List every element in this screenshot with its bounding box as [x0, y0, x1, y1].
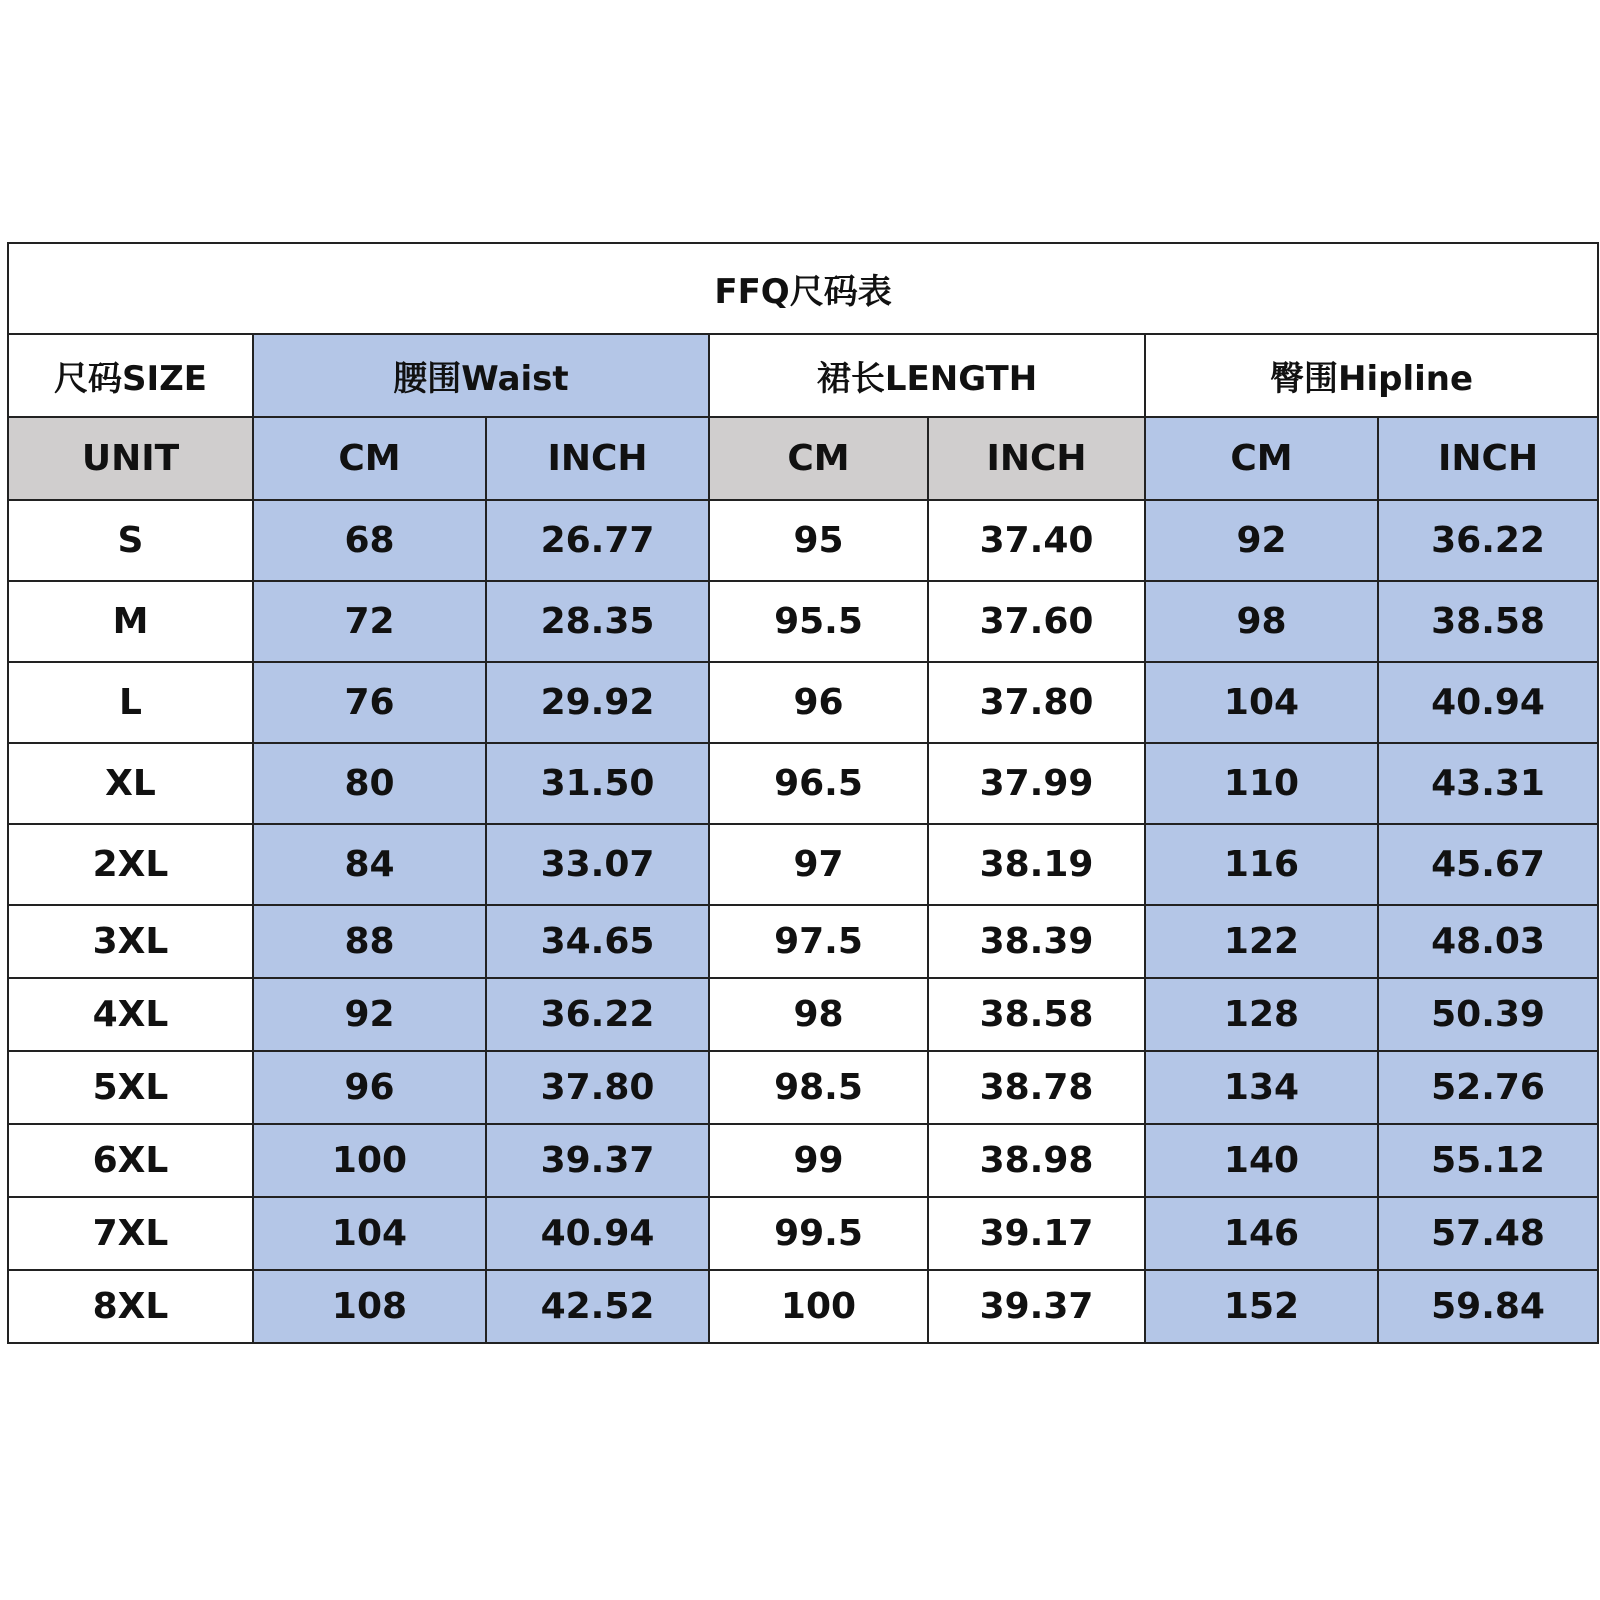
hip-cm-cell: 116 — [1145, 824, 1378, 905]
size-cell: 7XL — [8, 1197, 253, 1270]
table-row — [8, 905, 1598, 978]
size-cell: L — [8, 662, 253, 743]
length-inch-cell: 37.99 — [928, 743, 1145, 824]
length-cm-cell: 99 — [709, 1124, 928, 1197]
hip-cm-cell: 122 — [1145, 905, 1378, 978]
length-inch-cell: 38.58 — [928, 978, 1145, 1051]
table-row — [8, 1270, 1598, 1343]
hip-inch-cell: 43.31 — [1378, 743, 1598, 824]
length-inch-cell: 39.37 — [928, 1270, 1145, 1343]
size-cell: 4XL — [8, 978, 253, 1051]
table-row — [8, 978, 1598, 1051]
size-chart-table — [7, 242, 1599, 1344]
size-cell: M — [8, 581, 253, 662]
hip-cm-cell: 128 — [1145, 978, 1378, 1051]
waist-inch-cell: 28.35 — [486, 581, 709, 662]
length-cm-header: CM — [709, 417, 928, 500]
hip-cm-cell: 92 — [1145, 500, 1378, 581]
length-cm-cell: 95.5 — [709, 581, 928, 662]
waist-header: 腰围Waist — [253, 334, 709, 417]
hip-inch-cell: 38.58 — [1378, 581, 1598, 662]
length-cm-cell: 98.5 — [709, 1051, 928, 1124]
waist-cm-header: CM — [253, 417, 486, 500]
waist-inch-header: INCH — [486, 417, 709, 500]
size-cell: 3XL — [8, 905, 253, 978]
hipline-header: 臀围Hipline — [1145, 334, 1598, 417]
waist-inch-cell: 40.94 — [486, 1197, 709, 1270]
title-row — [8, 243, 1598, 334]
waist-cm-cell: 72 — [253, 581, 486, 662]
table-row — [8, 500, 1598, 581]
length-inch-cell: 38.98 — [928, 1124, 1145, 1197]
table-row — [8, 1124, 1598, 1197]
waist-cm-cell: 76 — [253, 662, 486, 743]
table-row — [8, 662, 1598, 743]
length-inch-cell: 37.60 — [928, 581, 1145, 662]
waist-cm-cell: 96 — [253, 1051, 486, 1124]
chart-title: FFQ尺码表 — [8, 243, 1598, 334]
waist-cm-cell: 84 — [253, 824, 486, 905]
waist-cm-cell: 80 — [253, 743, 486, 824]
length-cm-cell: 97 — [709, 824, 928, 905]
length-cm-cell: 97.5 — [709, 905, 928, 978]
length-inch-cell: 38.19 — [928, 824, 1145, 905]
length-inch-cell: 38.39 — [928, 905, 1145, 978]
length-cm-cell: 99.5 — [709, 1197, 928, 1270]
hip-inch-cell: 57.48 — [1378, 1197, 1598, 1270]
hip-inch-cell: 48.03 — [1378, 905, 1598, 978]
waist-cm-cell: 104 — [253, 1197, 486, 1270]
waist-cm-cell: 108 — [253, 1270, 486, 1343]
length-cm-cell: 96.5 — [709, 743, 928, 824]
size-cell: 8XL — [8, 1270, 253, 1343]
waist-cm-cell: 92 — [253, 978, 486, 1051]
hip-cm-cell: 110 — [1145, 743, 1378, 824]
hip-cm-cell: 98 — [1145, 581, 1378, 662]
waist-inch-cell: 37.80 — [486, 1051, 709, 1124]
hip-cm-cell: 146 — [1145, 1197, 1378, 1270]
length-cm-cell: 98 — [709, 978, 928, 1051]
size-cell: 6XL — [8, 1124, 253, 1197]
table-row — [8, 1197, 1598, 1270]
size-cell: S — [8, 500, 253, 581]
size-cell: 2XL — [8, 824, 253, 905]
hip-cm-cell: 134 — [1145, 1051, 1378, 1124]
size-cell: XL — [8, 743, 253, 824]
group-header-row — [8, 334, 1598, 417]
waist-inch-cell: 33.07 — [486, 824, 709, 905]
waist-inch-cell: 26.77 — [486, 500, 709, 581]
table-row — [8, 743, 1598, 824]
length-inch-cell: 37.40 — [928, 500, 1145, 581]
hip-cm-cell: 104 — [1145, 662, 1378, 743]
waist-inch-cell: 29.92 — [486, 662, 709, 743]
unit-header-row — [8, 417, 1598, 500]
hip-inch-cell: 50.39 — [1378, 978, 1598, 1051]
length-inch-cell: 37.80 — [928, 662, 1145, 743]
waist-cm-cell: 100 — [253, 1124, 486, 1197]
length-inch-cell: 39.17 — [928, 1197, 1145, 1270]
waist-inch-cell: 31.50 — [486, 743, 709, 824]
size-cell: 5XL — [8, 1051, 253, 1124]
table-row — [8, 581, 1598, 662]
hip-cm-cell: 152 — [1145, 1270, 1378, 1343]
hip-inch-cell: 52.76 — [1378, 1051, 1598, 1124]
hip-inch-cell: 36.22 — [1378, 500, 1598, 581]
length-cm-cell: 95 — [709, 500, 928, 581]
length-inch-header: INCH — [928, 417, 1145, 500]
waist-inch-cell: 36.22 — [486, 978, 709, 1051]
length-cm-cell: 100 — [709, 1270, 928, 1343]
waist-cm-cell: 88 — [253, 905, 486, 978]
length-inch-cell: 38.78 — [928, 1051, 1145, 1124]
hip-inch-cell: 59.84 — [1378, 1270, 1598, 1343]
hip-inch-cell: 40.94 — [1378, 662, 1598, 743]
hip-inch-cell: 45.67 — [1378, 824, 1598, 905]
hip-cm-cell: 140 — [1145, 1124, 1378, 1197]
waist-cm-cell: 68 — [253, 500, 486, 581]
length-cm-cell: 96 — [709, 662, 928, 743]
waist-inch-cell: 34.65 — [486, 905, 709, 978]
waist-inch-cell: 39.37 — [486, 1124, 709, 1197]
table-row — [8, 824, 1598, 905]
hip-cm-header: CM — [1145, 417, 1378, 500]
unit-label: UNIT — [8, 417, 253, 500]
hip-inch-cell: 55.12 — [1378, 1124, 1598, 1197]
length-header: 裙长LENGTH — [709, 334, 1145, 417]
table-row — [8, 1051, 1598, 1124]
size-header: 尺码SIZE — [8, 334, 253, 417]
waist-inch-cell: 42.52 — [486, 1270, 709, 1343]
hip-inch-header: INCH — [1378, 417, 1598, 500]
